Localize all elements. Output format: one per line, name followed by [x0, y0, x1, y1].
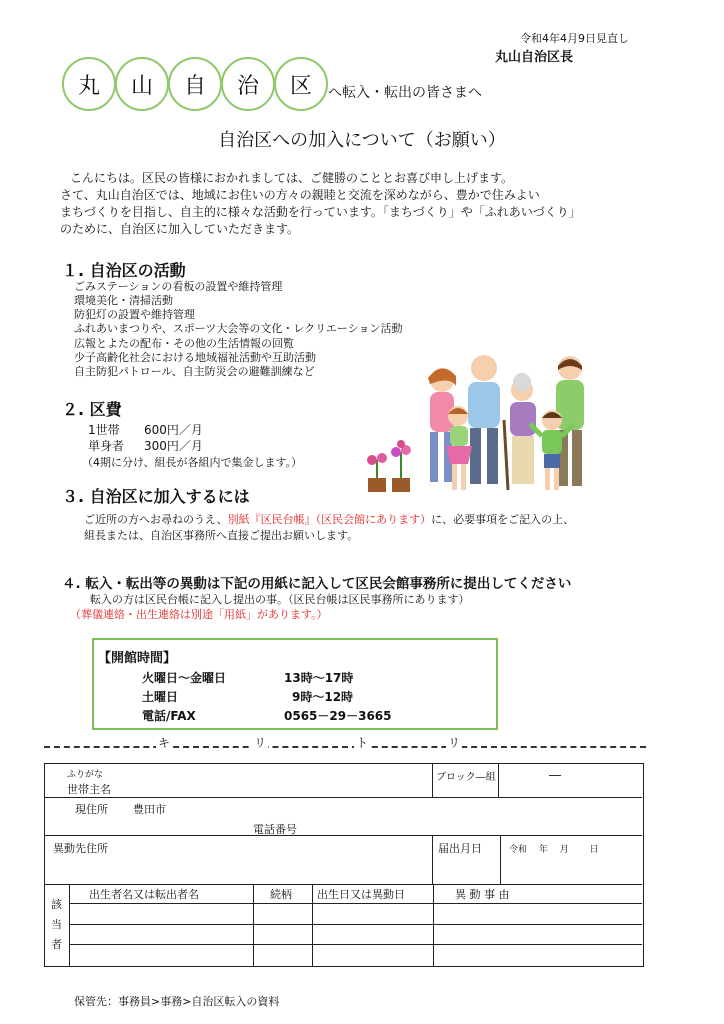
storage-location-footer: 保管先：事務員>事務>自治区転入の資料 — [74, 995, 280, 1008]
title-circle-3: 自 — [168, 57, 222, 111]
move-instruction: 転入の方は区民台帳に記入し提出の事。（区民台帳は区民事務所にあります） — [90, 593, 470, 606]
fee-note: （4期に分け、組長が各組内で集金します。） — [82, 456, 303, 469]
flower-pot-icon — [367, 440, 411, 492]
section-fee-heading: ２. 区費 — [62, 400, 122, 419]
block-separator: ― — [549, 768, 561, 782]
current-address-label: 現住所 — [75, 803, 108, 816]
hours-value: 9時～12時 — [292, 690, 354, 704]
cut-label: リ — [254, 736, 267, 750]
activity-item: 広報とよたの配布・その他の生活情報の回覧 — [74, 337, 294, 350]
intro-line-1: こんにちは。区民の皆様におかれましては、ご健勝のこととお喜び申し上げます。 — [70, 171, 514, 185]
section-activities-heading: １. 自治区の活動 — [62, 261, 186, 280]
title-circle-5: 区 — [274, 57, 328, 111]
title-circle-4: 治 — [221, 57, 275, 111]
hours-label: 火曜日～金曜日 — [142, 671, 227, 685]
cut-label: キ — [158, 736, 171, 750]
col-date-header: 出生日又は異動日 — [317, 888, 405, 901]
resident-ledger-reference: 別紙『区民台帳』（区民会館にあります） — [227, 513, 432, 526]
phone-label: 電話番号 — [253, 823, 297, 836]
section-join-heading: ３. 自治区に加入するには — [62, 487, 250, 506]
fee-label: 単身者 — [88, 439, 125, 453]
activity-item: 環境美化・清掃活動 — [74, 294, 173, 307]
cut-label: リ — [448, 736, 461, 750]
activity-item: 防犯灯の設置や維持管理 — [74, 308, 195, 321]
side-label-char: 者 — [51, 938, 62, 951]
activity-item: ごみステーションの看板の設置や維持管理 — [74, 280, 283, 293]
join-instruction-line-1 — [84, 511, 574, 527]
col-reason-header: 異 動 事 由 — [455, 888, 510, 901]
block-label: ブロック―組 — [436, 772, 496, 783]
col-relation-header: 続柄 — [270, 888, 292, 901]
date-format: 令和 年 月 日 — [509, 845, 599, 855]
furigana-label: ふりがな — [67, 770, 104, 780]
section-move-heading: ４. 転入・転出等の異動は下記の用紙に記入して区民会館事務所に提出してください — [62, 576, 572, 592]
move-notification-form — [44, 763, 644, 967]
side-label-char: 当 — [51, 918, 62, 931]
phone-fax-number: 0565－29－3665 — [284, 709, 392, 723]
hours-label: 土曜日 — [142, 690, 179, 704]
activity-item: 少子高齢化社会における地域福祉活動や互助活動 — [74, 351, 316, 364]
city-label: 豊田市 — [133, 803, 166, 816]
join-text-post: に、必要事項をご記入の上、 — [431, 513, 575, 526]
title-circle-1: 丸 — [62, 57, 116, 111]
fee-label: 1世帯 — [88, 423, 120, 437]
householder-label: 世帯主名 — [67, 783, 111, 796]
page-title: 自治区への加入について（お願い） — [218, 130, 506, 151]
notice-separate-forms: （葬儀連絡・出生連絡は別途「用紙」があります。） — [70, 608, 328, 621]
intro-line-4: のために、自治区に加入していただきます。 — [60, 222, 300, 236]
organization-head: 丸山自治区長 — [495, 50, 574, 65]
contact-label: 電話/FAX — [142, 709, 196, 723]
join-text-pre: ご近所の方へお尋ねのうえ、 — [84, 513, 228, 526]
activity-item: 自主防犯パトロール、自主防災会の避難訓練など — [74, 365, 315, 378]
activity-item: ふれあいまつりや、スポーツ大会等の文化・レクリエーション活動 — [74, 322, 403, 335]
join-instruction-line-2: 組長または、自治区事務所へ直接ご提出お願いします。 — [84, 529, 359, 542]
intro-line-3: まちづくりを目指し、自主的に様々な活動を行っています。「まちづくり」や「ふれあいづくり」 — [60, 205, 581, 219]
header-subtitle: へ転入・転出の皆さまへ — [328, 85, 482, 101]
family-illustration — [360, 340, 600, 500]
title-circle-2: 山 — [115, 57, 169, 111]
hours-value: 13時～17時 — [284, 671, 354, 685]
cut-label: ト — [356, 736, 369, 750]
opening-hours-title: 【開館時間】 — [98, 651, 177, 666]
side-label-char: 該 — [51, 898, 62, 911]
col-name-header: 出生者名又は転出者名 — [89, 888, 199, 901]
notify-date-label: 届出月日 — [438, 842, 482, 855]
new-address-label: 異動先住所 — [53, 842, 108, 855]
intro-line-2: さて、丸山自治区では、地域にお住いの方々の親睦と交流を深めながら、豊かで住みよい — [60, 188, 540, 202]
fee-value: 600円／月 — [144, 423, 203, 437]
fee-value: 300円／月 — [144, 439, 203, 453]
revision-date: 令和4年4月9日見直し — [520, 32, 629, 45]
cut-line — [44, 746, 646, 748]
